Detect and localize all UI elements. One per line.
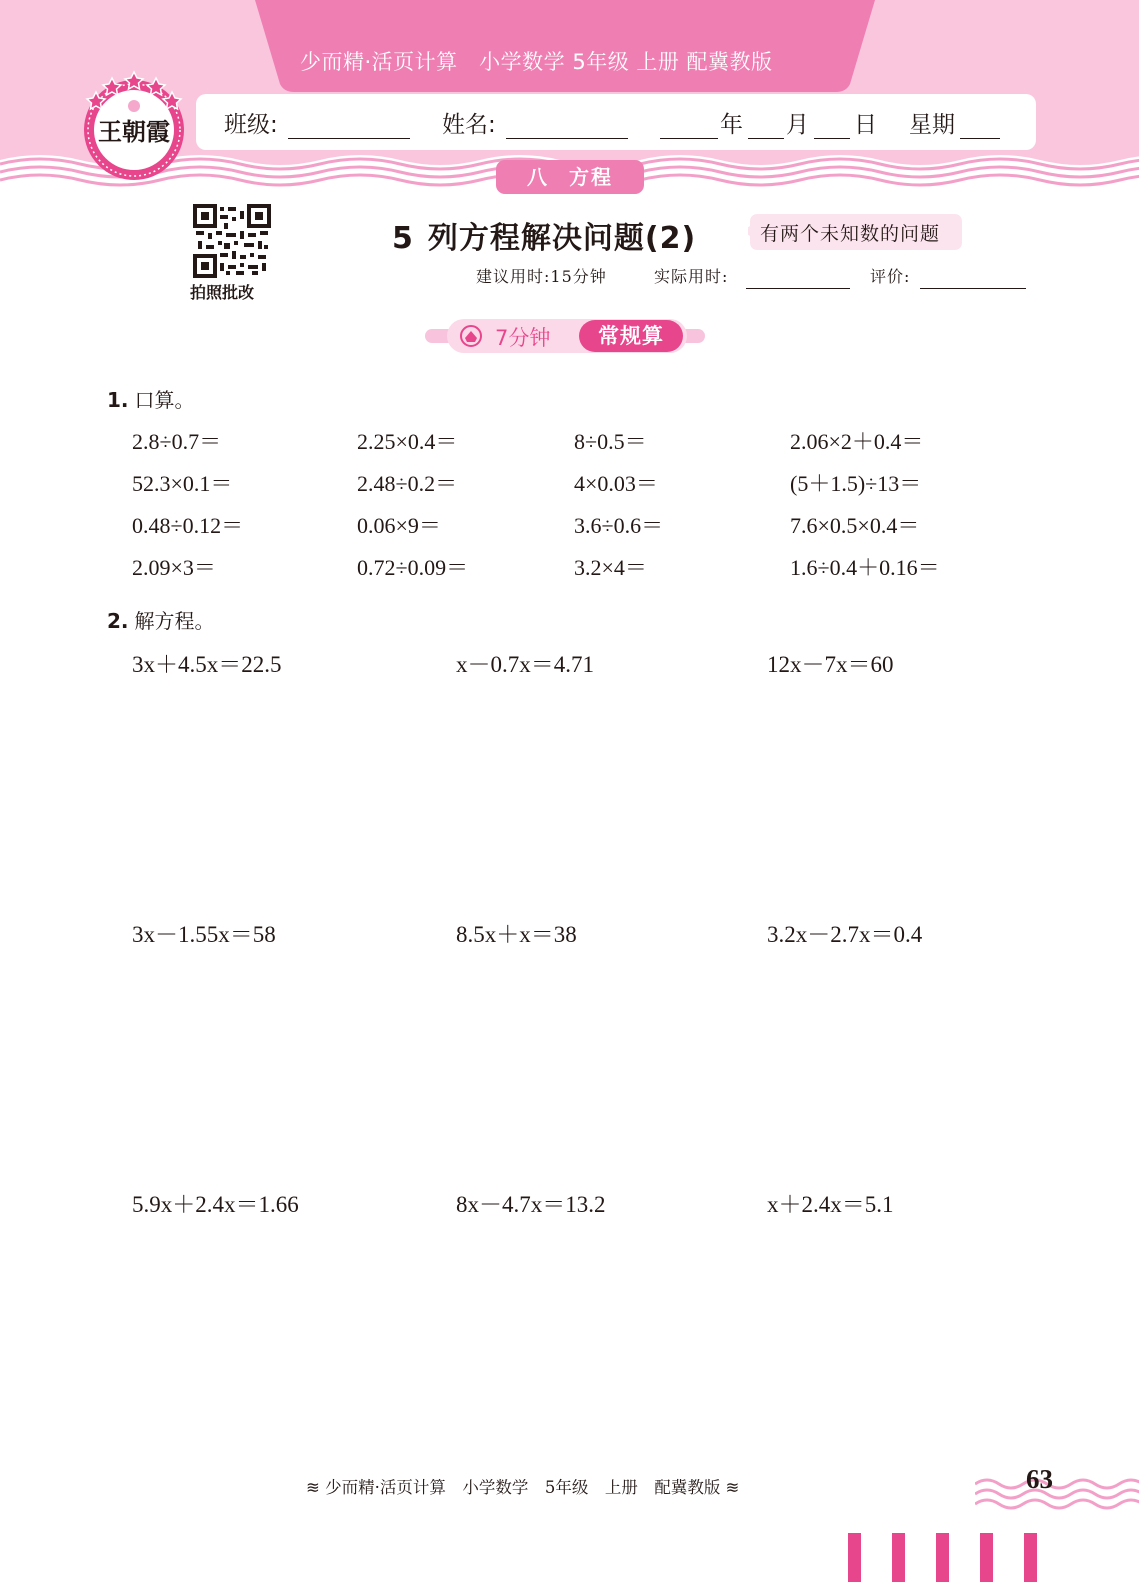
equation-item: 12x－7x＝60 (767, 652, 894, 677)
actual-time-field[interactable] (746, 288, 850, 289)
mental-calc-item: (5＋1.5)÷13＝ (790, 471, 922, 496)
lesson-title (392, 213, 696, 257)
equation-item: 8x－4.7x＝13.2 (456, 1192, 606, 1217)
equation-item: 8.5x＋x＝38 (456, 922, 577, 947)
month-field[interactable] (748, 138, 784, 139)
qr-code-label: 拍照批改 (190, 283, 255, 302)
evaluation-label: 评价: (870, 267, 911, 286)
mental-calc-item: 2.48÷0.2＝ (357, 471, 458, 496)
student-info-box (196, 94, 1036, 150)
lesson-number: 5 (392, 221, 414, 256)
publisher-logo (78, 70, 190, 182)
year-field[interactable] (660, 138, 718, 139)
month-label: 月 (786, 112, 809, 138)
weekday-label: 星期 (909, 112, 955, 138)
chapter-tab (496, 160, 644, 194)
section-banner (425, 318, 705, 354)
equation-item: x＋2.4x＝5.1 (767, 1192, 894, 1217)
evaluation-field[interactable] (920, 288, 1026, 289)
qr-code-icon (193, 204, 271, 278)
lesson-subtitle: 有两个未知数的问题 (760, 223, 941, 245)
question-1-number: 1. (107, 388, 129, 412)
mental-calc-item: 2.25×0.4＝ (357, 429, 458, 454)
equation-item: x－0.7x＝4.71 (456, 652, 594, 677)
class-field[interactable] (288, 138, 410, 139)
lesson-subtitle-badge (748, 214, 962, 250)
mental-calc-item: 3.6÷0.6＝ (574, 513, 664, 538)
mental-calc-item: 8÷0.5＝ (574, 429, 647, 454)
year-label: 年 (720, 112, 743, 138)
chapter-number: 八 (527, 165, 549, 189)
mental-calc-item: 3.2×4＝ (574, 555, 647, 580)
section-kind-badge: 常规算 (579, 320, 683, 352)
equation-item: 5.9x＋2.4x＝1.66 (132, 1192, 299, 1217)
suggested-time: 建议用时:15分钟 (476, 267, 607, 286)
mental-calc-item: 4×0.03＝ (574, 471, 658, 496)
day-field[interactable] (814, 138, 850, 139)
class-label: 班级: (224, 112, 278, 138)
question-1-heading (107, 384, 195, 413)
mental-calc-item: 2.06×2＋0.4＝ (790, 429, 924, 454)
mental-calc-item: 0.72÷0.09＝ (357, 555, 469, 580)
equation-item: 3x＋4.5x＝22.5 (132, 652, 282, 677)
question-1-title: 口算。 (134, 388, 195, 412)
question-2-heading (107, 605, 215, 634)
lesson-title-text: 列方程解决问题(2) (427, 221, 697, 256)
actual-time-label: 实际用时: (654, 267, 729, 286)
equation-item: 3.2x－2.7x＝0.4 (767, 922, 923, 947)
question-2-number: 2. (107, 609, 129, 633)
mental-calc-item: 52.3×0.1＝ (132, 471, 233, 496)
footer-series: ≋ 少而精·活页计算 小学数学 5年级 上册 配冀教版 ≋ (306, 1478, 740, 1497)
equation-item: 3x－1.55x＝58 (132, 922, 276, 947)
mental-calc-item: 2.09×3＝ (132, 555, 216, 580)
series-title: 少而精·活页计算 小学数学 5年级 上册 配冀教版 (300, 50, 773, 74)
name-field[interactable] (506, 138, 628, 139)
section-minutes: 7分钟 (495, 326, 551, 350)
chapter-title: 方程 (569, 165, 613, 189)
mental-calc-item: 2.8÷0.7＝ (132, 429, 222, 454)
mental-calc-item: 7.6×0.5×0.4＝ (790, 513, 920, 538)
mental-calc-item: 0.06×9＝ (357, 513, 441, 538)
footer-wave-decoration (975, 1472, 1139, 1522)
mental-calc-item: 0.48÷0.12＝ (132, 513, 244, 538)
day-label: 日 (854, 112, 877, 138)
logo-emblem-icon (78, 70, 190, 182)
weekday-field[interactable] (960, 138, 1000, 139)
name-label: 姓名: (442, 112, 496, 138)
question-2-title: 解方程。 (134, 609, 215, 633)
footer-bar-decoration (846, 1533, 1046, 1582)
logo-text: 王朝霞 (98, 117, 170, 146)
page-number: 63 (1026, 1464, 1053, 1494)
qr-code[interactable] (193, 204, 271, 278)
mental-calc-item: 1.6÷0.4＋0.16＝ (790, 555, 940, 580)
